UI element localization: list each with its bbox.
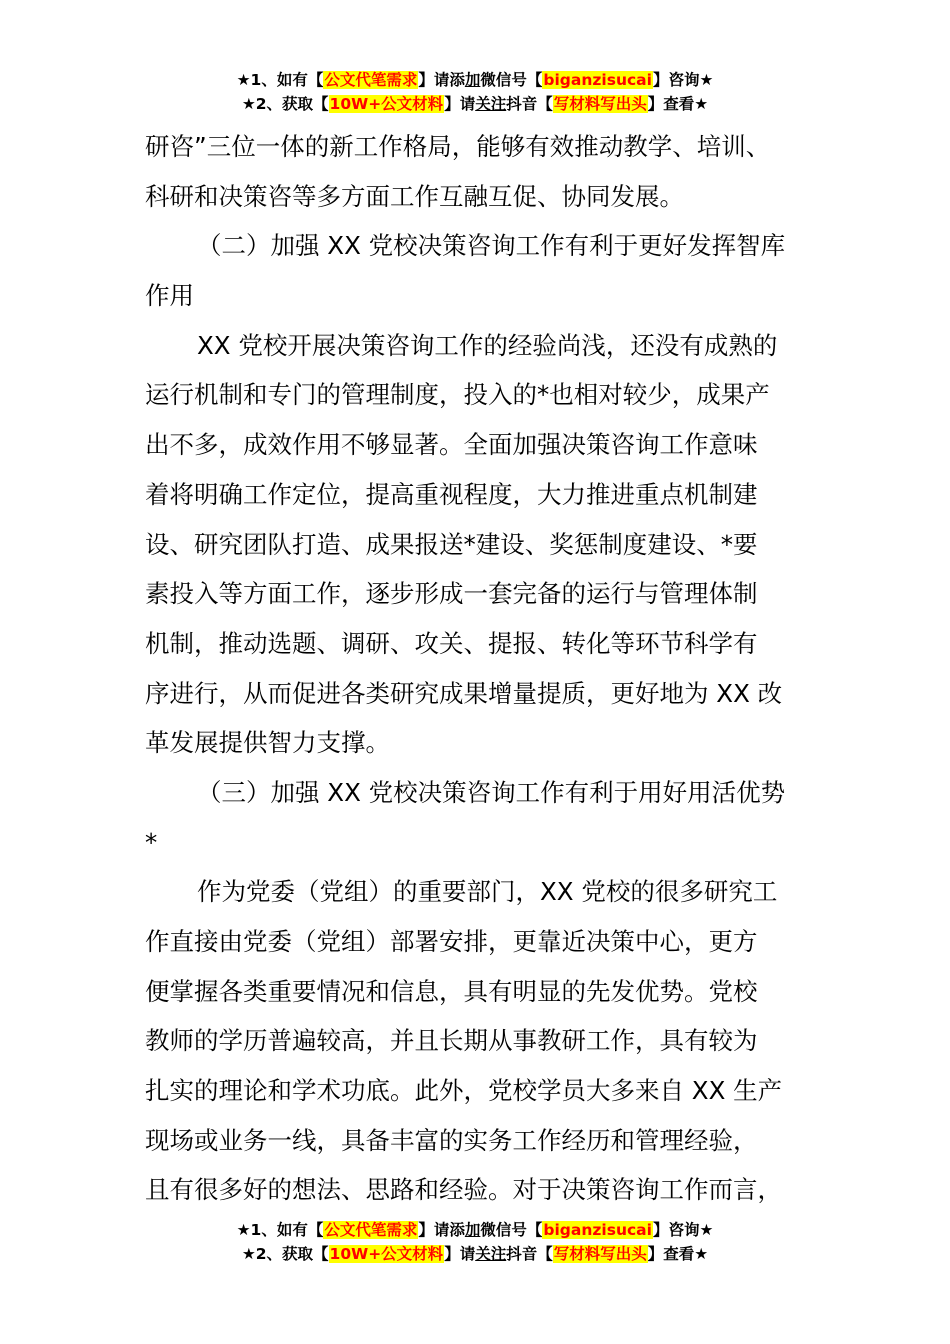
body-line: 作为党委（党组）的重要部门，XX 党校的很多研究工 [197, 877, 778, 907]
body-line: 序进行，从而促进各类研究成果增量提质，更好地为 XX 改 [145, 678, 783, 708]
banner-line-2 [0, 92, 950, 116]
header-banner [0, 68, 950, 116]
banner-line-1 [0, 68, 950, 92]
banner-text: 】查看★ [647, 1245, 709, 1263]
banner-text: 】请 [444, 95, 476, 113]
body-line: 便掌握各类重要情况和信息，具有明显的先发优势。党校 [145, 976, 758, 1006]
banner-text: ★2、获取【 [241, 1245, 329, 1263]
banner-line-1 [0, 1218, 950, 1242]
body-line: 革发展提供智力支撑。 [145, 728, 390, 758]
banner-text: ★1、如有【 [236, 1221, 324, 1239]
banner-text: 抖音【 [506, 95, 553, 113]
section-heading-cont: 作用 [145, 281, 194, 311]
body-line: 且有很多好的想法、思路和经验。对于决策咨询工作而言， [145, 1175, 782, 1205]
banner-text: 抖音【 [506, 1245, 553, 1263]
body-line: 教师的学历普遍较高，并且长期从事教研工作，具有较为 [145, 1026, 758, 1056]
body-line: 扎实的理论和学术功底。此外，党校学员大多来自 XX 生产 [145, 1076, 783, 1106]
body-line: 研咨”三位一体的新工作格局，能够有效推动教学、培训、 [145, 132, 771, 161]
banner-text: 微信号【 [480, 1221, 543, 1239]
banner-highlight: 写材料写出头 [553, 95, 647, 113]
body-line: 现场或业务一线，具备丰富的实务工作经历和管理经验， [145, 1125, 758, 1155]
banner-underline: 关注 [475, 95, 507, 113]
banner-highlight: biganzisucai [543, 71, 652, 89]
body-line: 运行机制和专门的管理制度，投入的*也相对较少，成果产 [145, 380, 770, 410]
body-line: 机制，推动选题、调研、攻关、提报、转化等环节科学有 [145, 628, 758, 658]
section-heading: （三）加强 XX 党校决策咨询工作有利于用好用活优势 [197, 777, 786, 807]
body-line: 出不多，成效作用不够显著。全面加强决策咨询工作意味 [145, 430, 758, 460]
banner-highlight: 公文代笔需求 [324, 71, 418, 89]
body-line: 着将明确工作定位，提高重视程度，大力推进重点机制建 [145, 479, 758, 509]
body-line: 科研和决策咨等多方面工作互融互促、协同发展。 [145, 181, 684, 211]
banner-text: 】咨询★ [652, 1221, 714, 1239]
section-heading: （二）加强 XX 党校决策咨询工作有利于更好发挥智库 [197, 231, 786, 261]
section-heading-cont: * [145, 827, 158, 857]
banner-text: 微信号【 [480, 71, 543, 89]
banner-text: 】请 [444, 1245, 476, 1263]
body-line: 设、研究团队打造、成果报送*建设、奖惩制度建设、*要 [145, 529, 758, 559]
banner-highlight: 10W+公文材料 [329, 1245, 444, 1263]
banner-highlight: 10W+公文材料 [329, 95, 444, 113]
banner-highlight: 公文代笔需求 [324, 1221, 418, 1239]
banner-highlight: 写材料写出头 [553, 1245, 647, 1263]
banner-highlight: biganzisucai [543, 1221, 652, 1239]
banner-text: 】咨询★ [652, 71, 714, 89]
banner-underline: 加 [464, 1221, 481, 1239]
banner-text: ★1、如有【 [236, 71, 324, 89]
document-body [145, 122, 807, 1215]
banner-text: 】查看★ [647, 95, 709, 113]
banner-line-2 [0, 1242, 950, 1266]
body-line: 作直接由党委（党组）部署安排，更靠近决策中心，更方 [145, 927, 758, 956]
banner-text: 】请添 [418, 1221, 465, 1239]
body-line: XX 党校开展决策咨询工作的经验尚浅，还没有成熟的 [197, 330, 778, 360]
banner-underline: 加 [464, 71, 481, 89]
banner-underline: 关注 [475, 1245, 507, 1263]
body-line: 素投入等方面工作，逐步形成一套完备的运行与管理体制 [145, 579, 758, 609]
banner-text: ★2、获取【 [241, 95, 329, 113]
footer-banner [0, 1218, 950, 1266]
banner-text: 】请添 [418, 71, 465, 89]
